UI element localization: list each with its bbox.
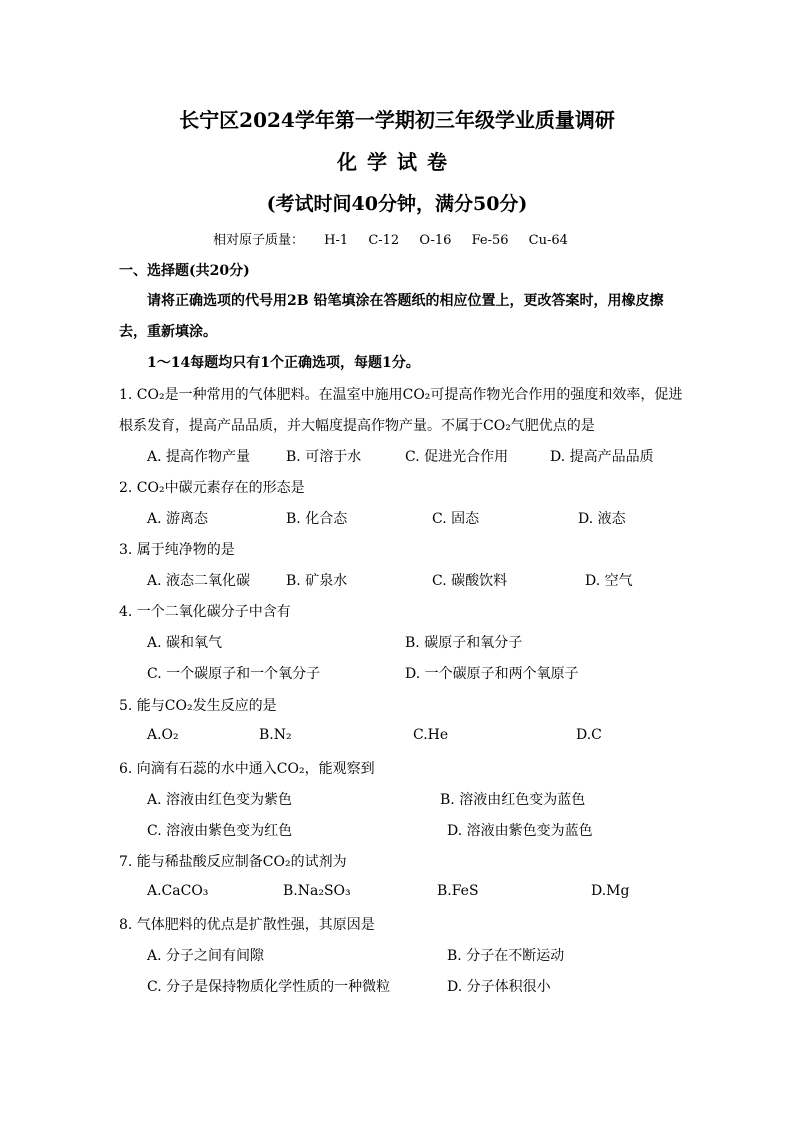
question-8-stem: 8. 气体肥料的优点是扩散性强，其原因是	[119, 917, 375, 933]
subject-title: 化学试卷	[337, 150, 457, 174]
atomic-mass-label: 相对原子质量：	[213, 233, 305, 248]
atomic-mass-line	[213, 229, 584, 248]
question-1-stem-line-2: 根系发育，提高产品品质，并大幅度提高作物产量。不属于CO₂气肥优点的是	[119, 418, 595, 434]
question-2-option-b: B. 化合态	[286, 511, 348, 527]
question-6-option-d: D. 溶液由紫色变为蓝色	[447, 823, 593, 839]
atomic-mass: Cu-64	[528, 233, 568, 248]
question-1-option-d: D. 提高产品品质	[550, 449, 654, 465]
question-6-option-a: A. 溶液由红色变为紫色	[147, 792, 293, 808]
atomic-mass: H-1	[324, 233, 349, 248]
question-1-option-a: A. 提高作物产量	[147, 449, 251, 465]
question-3-option-a: A. 液态二氧化碳	[147, 573, 251, 589]
question-5-option-b: B.N₂	[259, 727, 292, 743]
question-6-option-b: B. 溶液由红色变为蓝色	[440, 792, 586, 808]
question-6-stem: 6. 向滴有石蕊的水中通入CO₂，能观察到	[119, 761, 375, 777]
question-4-option-a: A. 碳和氧气	[147, 635, 223, 651]
question-5-option-d: D.C	[576, 727, 602, 743]
question-7-option-a: A.CaCO₃	[147, 883, 209, 899]
question-4-option-c: C. 一个碳原子和一个氧分子	[147, 666, 321, 682]
atomic-mass: C-12	[368, 233, 400, 248]
question-7-stem: 7. 能与稀盐酸反应制备CO₂的试剂为	[119, 854, 347, 870]
section-heading: 一、选择题(共20分)	[119, 263, 250, 279]
exam-title: 长宁区2024学年第一学期初三年级学业质量调研	[179, 108, 615, 132]
question-7-option-d: D.Mg	[591, 883, 630, 899]
question-4-stem: 4. 一个二氧化碳分子中含有	[119, 604, 291, 620]
instruction-line-1: 请将正确选项的代号用2B 铅笔填涂在答题纸的相应位置上，更改答案时，用橡皮擦	[147, 293, 664, 309]
question-5-stem: 5. 能与CO₂发生反应的是	[119, 698, 277, 714]
question-6-option-c: C. 溶液由紫色变为红色	[147, 823, 293, 839]
question-8-option-b: B. 分子在不断运动	[447, 948, 565, 964]
atomic-mass: Fe-56	[471, 233, 509, 248]
question-8-option-d: D. 分子体积很小	[447, 979, 551, 995]
question-3-option-d: D. 空气	[585, 573, 633, 589]
question-1-option-c: C. 促进光合作用	[405, 449, 509, 465]
question-8-option-a: A. 分子之间有间隙	[147, 948, 265, 964]
time-note: (考试时间40分钟，满分50分)	[266, 193, 528, 215]
question-1-option-b: B. 可溶于水	[286, 449, 362, 465]
choice-note: 1～14每题均只有1个正确选项，每题1分。	[147, 355, 420, 371]
question-2-option-a: A. 游离态	[147, 511, 209, 527]
question-2-option-c: C. 固态	[432, 511, 480, 527]
question-1-stem-line-1: 1. CO₂是一种常用的气体肥料。在温室中施用CO₂可提高作物光合作用的强度和效率，促进	[119, 387, 683, 403]
question-4-option-b: B. 碳原子和氧分子	[405, 635, 523, 651]
question-5-option-a: A.O₂	[147, 727, 179, 743]
question-2-stem: 2. CO₂中碳元素存在的形态是	[119, 480, 305, 496]
question-3-stem: 3. 属于纯净物的是	[119, 542, 235, 558]
question-3-option-c: C. 碳酸饮料	[432, 573, 508, 589]
question-7-option-b: B.Na₂SO₃	[283, 883, 351, 899]
question-5-option-c: C.He	[413, 727, 449, 743]
instruction-line-2: 去，重新填涂。	[119, 324, 217, 340]
question-3-option-b: B. 矿泉水	[286, 573, 348, 589]
question-8-option-c: C. 分子是保持物质化学性质的一种微粒	[147, 979, 391, 995]
atomic-mass: O-16	[419, 233, 452, 248]
question-4-option-d: D. 一个碳原子和两个氧原子	[405, 666, 579, 682]
question-7-option-c: B.FeS	[437, 883, 479, 899]
question-2-option-d: D. 液态	[578, 511, 626, 527]
